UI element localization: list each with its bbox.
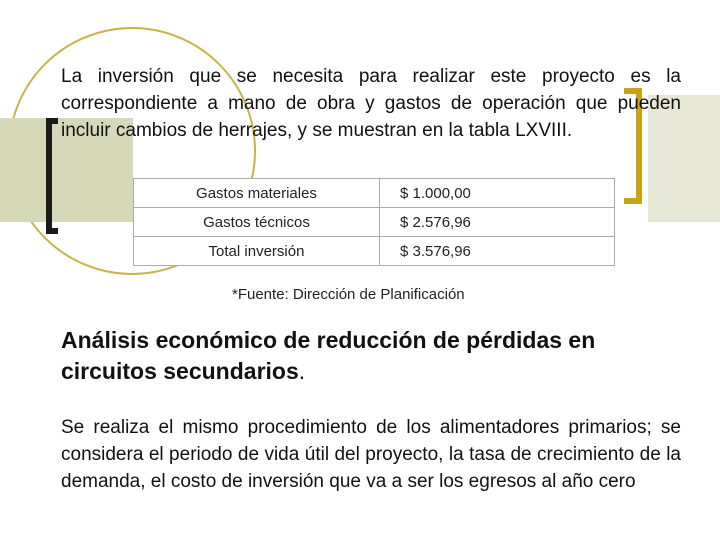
section-heading [61, 325, 691, 387]
row-label: Total inversión [134, 237, 380, 266]
section-heading-text: Análisis económico de reducción de pérdidas en circuitos secundarios [61, 327, 596, 384]
table-row [134, 237, 615, 266]
cost-table [133, 178, 615, 266]
row-label: Gastos técnicos [134, 208, 380, 237]
row-value: $ 1.000,00 [380, 179, 615, 208]
section-heading-period: . [298, 358, 306, 384]
table-source-note: *Fuente: Dirección de Planificación [232, 286, 465, 303]
table-row [134, 179, 615, 208]
row-label: Gastos materiales [134, 179, 380, 208]
intro-paragraph: La inversión que se necesita para realizar este proyecto es la correspondiente a mano de obra y gastos de operación que pueden incluir cambios de herrajes, y se muestran en la tabla LXVIII. [61, 66, 681, 141]
row-value: $ 2.576,96 [380, 208, 615, 237]
row-value: $ 3.576,96 [380, 237, 615, 266]
body-paragraph: Se realiza el mismo procedimiento de los alimentadores primarios; se considera el periodo de vida útil del proyecto, la tasa de crecimiento de la demanda, el costo de inversión que va a ser los egresos al año cero [61, 417, 681, 492]
table-row [134, 208, 615, 237]
